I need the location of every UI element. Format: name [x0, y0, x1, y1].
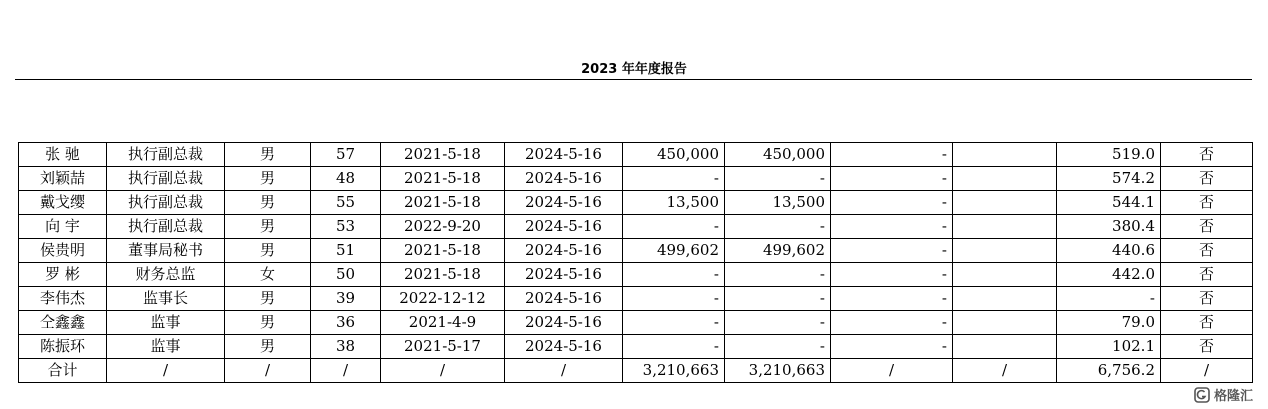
table-cell: -: [725, 287, 831, 311]
table-cell: 3,210,663: [725, 359, 831, 383]
gelonghui-logo-icon: [1194, 387, 1210, 403]
table-cell: 102.1: [1057, 335, 1161, 359]
table-cell: [953, 239, 1057, 263]
table-cell: [953, 263, 1057, 287]
table-cell: 否: [1161, 215, 1253, 239]
executive-table: [18, 142, 1253, 383]
table-cell: 2024-5-16: [505, 239, 623, 263]
table-cell: 3,210,663: [623, 359, 725, 383]
table-cell: 544.1: [1057, 191, 1161, 215]
table-cell: 2024-5-16: [505, 167, 623, 191]
table-cell: 2024-5-16: [505, 191, 623, 215]
table-cell: 2021-5-18: [381, 263, 505, 287]
table-cell: /: [107, 359, 225, 383]
table-cell: 合计: [19, 359, 107, 383]
table-cell: 2022-12-12: [381, 287, 505, 311]
table-cell: -: [725, 263, 831, 287]
table-cell: -: [725, 215, 831, 239]
table-cell: 442.0: [1057, 263, 1161, 287]
table-cell: 51: [311, 239, 381, 263]
table-cell: /: [1161, 359, 1253, 383]
header-rule: [15, 79, 1252, 80]
table-cell: -: [831, 143, 953, 167]
table-body: [19, 143, 1253, 383]
table-cell: -: [831, 263, 953, 287]
table-row: [19, 311, 1253, 335]
table-cell: -: [831, 311, 953, 335]
table-cell: 2021-5-18: [381, 239, 505, 263]
table-row: [19, 215, 1253, 239]
table-cell: -: [725, 335, 831, 359]
table-cell: /: [225, 359, 311, 383]
table-cell: -: [623, 335, 725, 359]
table-cell: 否: [1161, 191, 1253, 215]
table-cell: 否: [1161, 167, 1253, 191]
table-cell: -: [623, 263, 725, 287]
table-row: [19, 263, 1253, 287]
table-cell: -: [623, 287, 725, 311]
table-row: [19, 239, 1253, 263]
table-cell: 2021-5-18: [381, 167, 505, 191]
table-row: [19, 191, 1253, 215]
table-cell: -: [831, 215, 953, 239]
table-cell: 53: [311, 215, 381, 239]
table-cell: 女: [225, 263, 311, 287]
table-cell: [953, 143, 1057, 167]
table-cell: [953, 215, 1057, 239]
table-cell: [953, 191, 1057, 215]
table-cell: 执行副总裁: [107, 167, 225, 191]
table-cell: -: [725, 167, 831, 191]
table-cell: 499,602: [725, 239, 831, 263]
table-cell: 男: [225, 287, 311, 311]
table-cell: 张 驰: [19, 143, 107, 167]
table-cell: [953, 335, 1057, 359]
table-row: [19, 335, 1253, 359]
table-cell: 执行副总裁: [107, 215, 225, 239]
table-cell: 陈振环: [19, 335, 107, 359]
table-row: [19, 143, 1253, 167]
page-header-title: 2023 年年度报告: [581, 62, 687, 77]
table-cell: [953, 167, 1057, 191]
table-cell: 否: [1161, 311, 1253, 335]
table-cell: 刘颖喆: [19, 167, 107, 191]
table-cell: 仝鑫鑫: [19, 311, 107, 335]
table-cell: -: [623, 215, 725, 239]
table-cell: 否: [1161, 287, 1253, 311]
table-cell: 380.4: [1057, 215, 1161, 239]
table-cell: 董事局秘书: [107, 239, 225, 263]
table-cell: 55: [311, 191, 381, 215]
table-cell: [953, 311, 1057, 335]
table-cell: 戴戈缨: [19, 191, 107, 215]
table-cell: 财务总监: [107, 263, 225, 287]
table-cell: 57: [311, 143, 381, 167]
table-cell: 2022-9-20: [381, 215, 505, 239]
table-cell: 574.2: [1057, 167, 1161, 191]
table-cell: 2021-5-18: [381, 143, 505, 167]
table-cell: 男: [225, 335, 311, 359]
table-cell: -: [831, 287, 953, 311]
table-cell: 36: [311, 311, 381, 335]
table-cell: 2024-5-16: [505, 287, 623, 311]
table-cell: 男: [225, 239, 311, 263]
table-cell: 否: [1161, 239, 1253, 263]
table-cell: -: [725, 311, 831, 335]
table-cell: 499,602: [623, 239, 725, 263]
table-cell: /: [831, 359, 953, 383]
table-cell: 监事长: [107, 287, 225, 311]
table-cell: 男: [225, 143, 311, 167]
table-cell: 2024-5-16: [505, 335, 623, 359]
table-cell: 450,000: [623, 143, 725, 167]
watermark-text: 格隆汇: [1213, 389, 1253, 404]
table-cell: /: [381, 359, 505, 383]
table-cell: 519.0: [1057, 143, 1161, 167]
table-cell: 否: [1161, 263, 1253, 287]
table-cell: -: [831, 239, 953, 263]
table-cell: -: [831, 335, 953, 359]
table-cell: 否: [1161, 335, 1253, 359]
table-cell: 执行副总裁: [107, 143, 225, 167]
table-cell: 79.0: [1057, 311, 1161, 335]
table-cell: 440.6: [1057, 239, 1161, 263]
table-cell: 2021-4-9: [381, 311, 505, 335]
table-row: [19, 167, 1253, 191]
table-cell: 2024-5-16: [505, 143, 623, 167]
table-cell: 13,500: [623, 191, 725, 215]
table-cell: 2024-5-16: [505, 215, 623, 239]
table-cell: -: [1057, 287, 1161, 311]
table-row: [19, 287, 1253, 311]
table-cell: 向 宇: [19, 215, 107, 239]
table-cell: 450,000: [725, 143, 831, 167]
table-cell: 执行副总裁: [107, 191, 225, 215]
table-cell: 39: [311, 287, 381, 311]
table-cell: 男: [225, 311, 311, 335]
table-cell: 2021-5-18: [381, 191, 505, 215]
table-cell: -: [831, 167, 953, 191]
table-cell: -: [831, 191, 953, 215]
table-cell: 2024-5-16: [505, 263, 623, 287]
table-cell: 2024-5-16: [505, 311, 623, 335]
table-cell: -: [623, 311, 725, 335]
table-cell: 否: [1161, 143, 1253, 167]
table-cell: 48: [311, 167, 381, 191]
table-cell: 监事: [107, 311, 225, 335]
table-cell: /: [505, 359, 623, 383]
table-cell: /: [311, 359, 381, 383]
table-cell: 2021-5-17: [381, 335, 505, 359]
table-cell: 6,756.2: [1057, 359, 1161, 383]
table-cell: 13,500: [725, 191, 831, 215]
table-cell: 侯贵明: [19, 239, 107, 263]
table-cell: -: [623, 167, 725, 191]
table-cell: 男: [225, 215, 311, 239]
table-cell: 监事: [107, 335, 225, 359]
table-cell: /: [953, 359, 1057, 383]
table-cell: 38: [311, 335, 381, 359]
table-cell: [953, 287, 1057, 311]
table-cell: 50: [311, 263, 381, 287]
table-cell: 男: [225, 191, 311, 215]
table-cell: 李伟杰: [19, 287, 107, 311]
watermark: [1191, 384, 1256, 405]
table-cell: 罗 彬: [19, 263, 107, 287]
table-cell: 男: [225, 167, 311, 191]
table-row: [19, 359, 1253, 383]
